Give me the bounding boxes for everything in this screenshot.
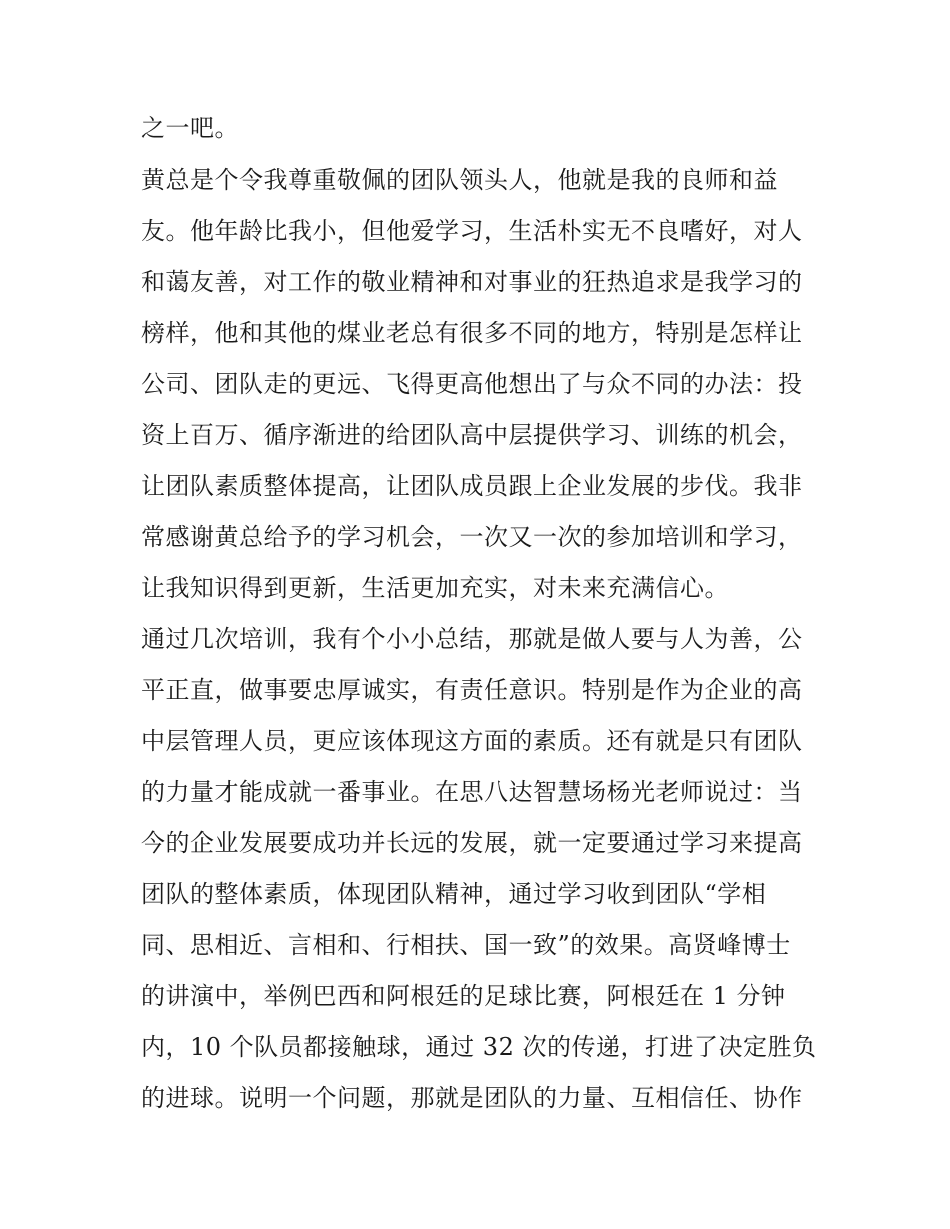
text-line: 公司、团队走的更远、飞得更高他想出了与众不同的办法：投 <box>141 370 803 398</box>
text-line: 团队的整体素质，体现团队精神，通过学习收到团队“学相 <box>141 880 767 908</box>
text-line: 今的企业发展要成功并长远的发展，就一定要通过学习来提高 <box>141 829 803 857</box>
text-line: 友。他年龄比我小，但他爱学习，生活朴实无不良嗜好，对人 <box>141 217 803 245</box>
text-line: 之一吧。 <box>141 114 239 142</box>
text-line: 平正直，做事要忠厚诚实，有责任意识。特别是作为企业的高 <box>141 676 803 704</box>
text-line: 中层管理人员，更应该体现这方面的素质。还有就是只有团队 <box>141 727 803 755</box>
text-line: 让团队素质整体提高，让团队成员跟上企业发展的步伐。我非 <box>141 472 803 500</box>
text-line: 同、思相近、言相和、行相扶、国一致”的效果。高贤峰博士 <box>141 931 791 959</box>
text-line: 的进球。说明一个问题，那就是团队的力量、互相信任、协作 <box>141 1084 803 1112</box>
text-line: 资上百万、循序渐进的给团队高中层提供学习、训练的机会， <box>141 421 803 449</box>
text-line: 的讲演中，举例巴西和阿根廷的足球比赛，阿根廷在 1 分钟 <box>141 982 786 1010</box>
text-line: 和蔼友善，对工作的敬业精神和对事业的狂热追求是我学习的 <box>141 268 803 296</box>
text-line: 榜样，他和其他的煤业老总有很多不同的地方，特别是怎样让 <box>141 319 803 347</box>
text-line: 黄总是个令我尊重敬佩的团队领头人，他就是我的良师和益 <box>141 166 778 194</box>
text-line: 通过几次培训，我有个小小总结，那就是做人要与人为善，公 <box>141 625 803 653</box>
text-line: 的力量才能成就一番事业。在思八达智慧场杨光老师说过：当 <box>141 778 803 806</box>
text-line: 常感谢黄总给予的学习机会，一次又一次的参加培训和学习， <box>141 523 803 551</box>
text-line: 内，10 个队员都接触球，通过 32 次的传递，打进了决定胜负 <box>141 1033 817 1061</box>
text-line: 让我知识得到更新，生活更加充实，对未来充满信心。 <box>141 574 729 602</box>
